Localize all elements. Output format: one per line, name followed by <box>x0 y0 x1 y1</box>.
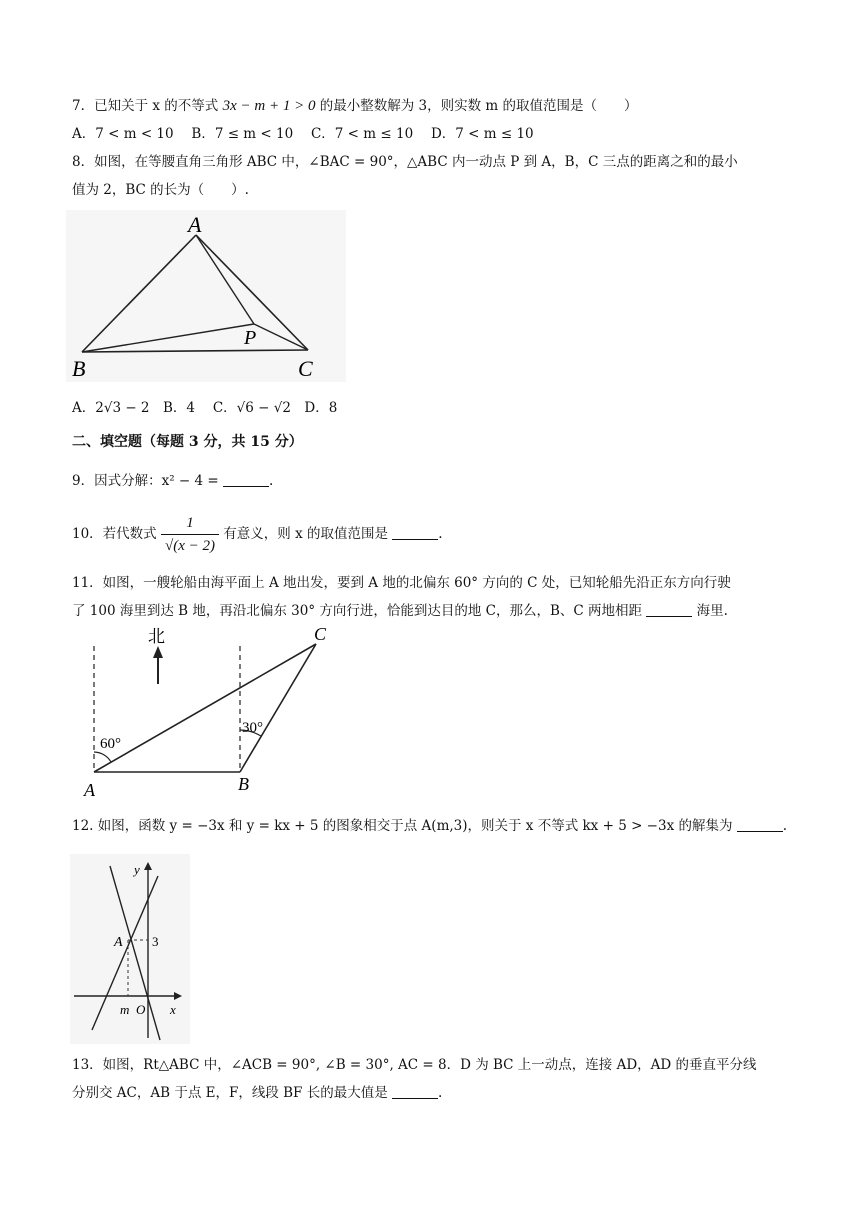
q11-line2-end: 海里. <box>696 603 728 619</box>
q13-end: . <box>438 1085 443 1101</box>
q13-line2 <box>72 1083 442 1103</box>
q7-formula: 3x − m + 1 > 0 <box>222 98 316 114</box>
q7-options: A．7 < m < 10 B．7 ≤ m < 10 C．7 < m ≤ 10 D．7 < m ≤ 10 <box>72 126 534 142</box>
q12-end: . <box>782 818 788 834</box>
q12-line <box>72 816 787 836</box>
q7-stem-text-a: 7．已知关于 x 的不等式 <box>72 98 219 114</box>
q9 <box>72 471 273 491</box>
q12-answer-blank[interactable] <box>737 817 783 832</box>
q8-stem-line2: 值为 2，BC 的长为（ ）. <box>72 182 249 198</box>
q13-line1: 13．如图，Rt△ABC 中，∠ACB = 90°, ∠B = 30°, AC = 8．D 为 BC 上一动点，连接 AD，AD 的垂直平分线 <box>72 1057 757 1073</box>
q9-end: . <box>269 473 274 489</box>
q11-line2 <box>72 601 728 621</box>
q11-navigation-figure <box>78 624 342 800</box>
q8-label-c: C <box>298 356 313 381</box>
q13-line2-text: 分别交 AC，AB 于点 E，F，线段 BF 长的最大值是 <box>72 1085 388 1101</box>
q10-denominator: √(x − 2) <box>164 538 215 554</box>
q8-options: A．2√3 − 2 B．4 C．√6 − √2 D．8 <box>72 400 338 416</box>
q9-text: 9．因式分解：x² − 4 = <box>72 473 219 489</box>
q11-line2-text: 了 100 海里到达 B 地，再沿北偏东 30° 方向行进，恰能到达目的地 C，那么，B、C 两地相距 <box>72 603 643 619</box>
q13-answer-blank[interactable] <box>392 1084 438 1099</box>
q9-answer-blank[interactable] <box>223 472 269 487</box>
q11-angle-60-label: 60° <box>100 736 121 752</box>
q8-label-b: B <box>72 356 86 381</box>
section-2-heading: 二、填空题（每题 3 分，共 15 分） <box>72 434 303 450</box>
q10-post: 有意义，则 x 的取值范围是 <box>223 526 388 542</box>
q12-graph-figure <box>70 854 190 1044</box>
q11-label-b: B <box>238 774 249 794</box>
q12-label-o: O <box>136 1002 146 1017</box>
q12-label-x: x <box>170 1002 176 1017</box>
q12-label-y: y <box>134 862 140 877</box>
q7-stem <box>72 96 638 116</box>
q11-north-label: 北 <box>148 627 165 646</box>
q11-segment-ac <box>94 644 316 772</box>
q7-stem-text-b: 的最小整数解为 3，则实数 m 的取值范围是（ ） <box>319 98 638 114</box>
q10-end: . <box>438 526 443 542</box>
q11-label-a: A <box>84 780 95 800</box>
q11-answer-blank[interactable] <box>646 602 692 617</box>
q11-segment-bc <box>240 644 316 772</box>
q11-angle-30-label: 30° <box>242 720 263 736</box>
q12-label-3: 3 <box>152 934 159 949</box>
q10-numerator: 1 <box>161 512 219 535</box>
q10 <box>72 512 443 557</box>
q10-fraction <box>161 512 219 557</box>
q8-triangle-figure <box>66 210 346 382</box>
q12-label-m: m <box>120 1002 130 1017</box>
q8-label-a: A <box>188 212 202 237</box>
q11-angle-arc-60 <box>94 752 111 762</box>
q11-line1: 11．如图，一艘轮船由海平面上 A 地出发，要到 A 地的北偏东 60° 方向的 C 处，已知轮船先沿正东方向行驶 <box>72 575 731 591</box>
q8-label-p: P <box>244 327 257 349</box>
q8-stem-line1: 8．如图，在等腰直角三角形 ABC 中，∠BAC = 90°，△ABC 内一动点 P 到 A，B，C 三点的距离之和的最小 <box>72 154 738 170</box>
q11-label-c: C <box>314 624 327 644</box>
q12-label-a: A <box>114 935 123 950</box>
q10-answer-blank[interactable] <box>392 525 438 540</box>
q10-pre: 10．若代数式 <box>72 526 157 542</box>
q11-north-arrow-icon <box>153 646 163 658</box>
q12-text: 12. 如图，函数 y = −3x 和 y = kx + 5 的图象相交于点 A(m,3)，则关于 x 不等式 kx + 5 > −3x 的解集为 <box>72 818 733 834</box>
